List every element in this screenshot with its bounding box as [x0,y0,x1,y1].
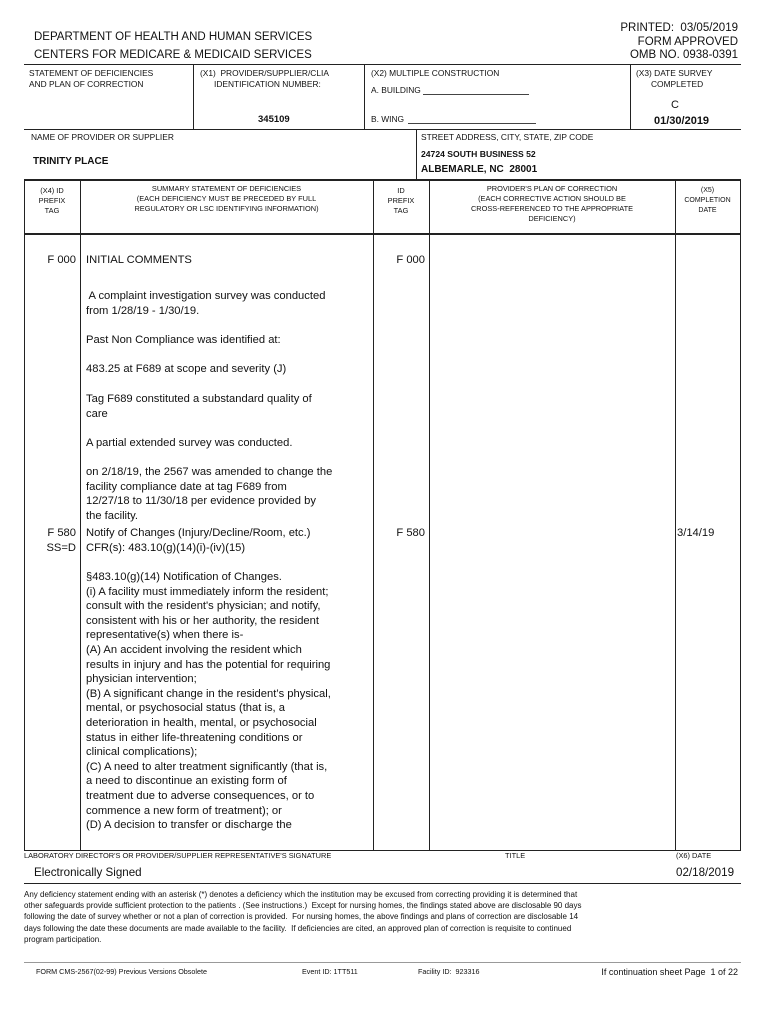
column-divider [429,180,430,850]
statement-label: AND PLAN OF CORRECTION [29,79,144,89]
scope-severity: SS=D [46,542,76,554]
survey-completed-date: 01/30/2019 [654,115,710,127]
paragraph: A complaint investigation survey was conducted from 1/28/19 - 1/30/19. [86,290,326,317]
divider [24,179,741,181]
printed-date: PRINTED: 03/05/2019 [620,22,738,34]
divider [24,962,741,963]
summary-header: SUMMARY STATEMENT OF DEFICIENCIES (EACH DEFICIENCY MUST BE PRECEDED BY FULL REGULATORY OR LSC IDENTIFYING INFORMATION) [134,184,319,213]
x3-label: (X3) DATE SURVEY [636,68,713,78]
wing-field [408,123,536,124]
deficiency-title: Notify of Changes (Injury/Decline/Room, etc.) CFR(s): 483.10(g)(14)(i)-(iv)(15) [86,527,311,554]
plan-prefix-tag: F 580 [396,527,425,539]
signature-date: 02/18/2019 [676,866,735,879]
survey-code: C [671,99,679,111]
plan-prefix-tag: F 000 [396,254,425,266]
disclaimer-text: Any deficiency statement ending with an asterisk (*) denotes a deficiency which the institution may be excused from correcting providing it is determined that other safeguards provide sufficient protection to the patients . (See instructions.) Except for nursing homes, the findings stated above are disclosable 90 days following the date of survey whether or not a plan of correction is provided. For nursing homes, the above findings and plans of correction are disclosable 14 days following the date these documents are made available to the facility. If deficiencies are cited, an approved plan of correction is requisite to continued program participation. [24,890,582,944]
regulation-text: §483.10(g)(14) Notification of Changes. (i) A facility must immediately inform the resident; consult with the resident's physician; and notify, consistent with his or her authority, the resident representative(s) when there is- (A) An accident involving the resident which results in injury and has the potential for requiring physician intervention; (B) A significant change in the resident’s physical, mental, or psychosocial status (that is, a deterioration in health, mental, or psychosocial status in either life-threatening conditions or clinical complications); (C) A need to alter treatment significantly (that is, a need to discontinue an existing form of treatment due to adverse consequences, or to commence a new form of treatment); or (D) A decision to transfer or discharge the [86,571,331,832]
prefix-tag: F 580 [47,527,76,539]
divider [193,64,194,129]
statement-label: STATEMENT OF DEFICIENCIES [29,68,154,78]
city-state-zip: ALBEMARLE, NC 28001 [421,164,538,175]
building-label: A. BUILDING [371,85,421,95]
divider [24,233,741,235]
paragraph: A partial extended survey was conducted. [86,437,293,449]
divider [364,64,365,129]
initial-comments-heading: INITIAL COMMENTS [86,254,192,266]
column-divider [80,180,81,850]
x1-label: IDENTIFICATION NUMBER: [214,79,321,89]
form-id: FORM CMS-2567(02-99) Previous Versions Obsolete [36,967,207,976]
title-label: TITLE [505,851,526,860]
paragraph: Tag F689 constituted a substandard quality of care [86,393,312,420]
x2-label: (X2) MULTIPLE CONSTRUCTION [371,68,500,78]
table-border [740,180,741,850]
x3-label: COMPLETED [651,79,704,89]
provider-name: TRINITY PLACE [33,156,109,167]
column-divider [675,180,676,850]
page-continuation: If continuation sheet Page 1 of 22 [601,967,738,977]
signature-label: LABORATORY DIRECTOR'S OR PROVIDER/SUPPLIER REPRESENTATIVE'S SIGNATURE [24,851,332,860]
provider-name-label: NAME OF PROVIDER OR SUPPLIER [31,132,174,142]
plan-header: PROVIDER'S PLAN OF CORRECTION (EACH CORRECTIVE ACTION SHOULD BE CROSS-REFERENCED TO THE APPROPRIATE DEFICIENCY) [470,184,634,223]
signature-value: Electronically Signed [34,866,142,879]
table-border [24,180,25,850]
facility-id: Facility ID: 923316 [418,967,480,976]
wing-label: B. WING [371,114,405,124]
paragraph: 483.25 at F689 at scope and severity (J) [86,363,287,375]
x5-header: (X5) COMPLETION DATE [684,187,731,214]
x4-header: (X4) ID PREFIX TAG [38,186,66,215]
paragraph: on 2/18/19, the 2567 was amended to change the facility compliance date at tag F689 from 12/27/18 to 11/30/18 per evidence provided by the facility. [86,466,333,522]
completion-date: 3/14/19 [677,527,715,539]
department-title: DEPARTMENT OF HEALTH AND HUMAN SERVICES [34,31,313,43]
x1-label: (X1) PROVIDER/SUPPLIER/CLIA [200,68,329,78]
divider [630,64,631,129]
id-header: ID PREFIX TAG [387,186,415,215]
building-field [423,94,529,95]
paragraph: Past Non Compliance was identified at: [86,334,281,346]
date-label: (X6) DATE [676,851,712,860]
event-id: Event ID: 1TT511 [302,967,358,976]
provider-id: 345109 [258,114,290,125]
divider [416,129,417,180]
divider [24,883,741,884]
address-label: STREET ADDRESS, CITY, STATE, ZIP CODE [421,132,594,142]
prefix-tag: F 000 [47,254,76,266]
form-approved: FORM APPROVED [637,36,738,48]
omb-number: OMB NO. 0938-0391 [629,49,738,61]
column-divider [373,180,374,850]
divider [24,64,741,65]
agency-title: CENTERS FOR MEDICARE & MEDICAID SERVICES [34,49,312,61]
divider [24,129,741,130]
street-address: 24724 SOUTH BUSINESS 52 [421,149,536,159]
